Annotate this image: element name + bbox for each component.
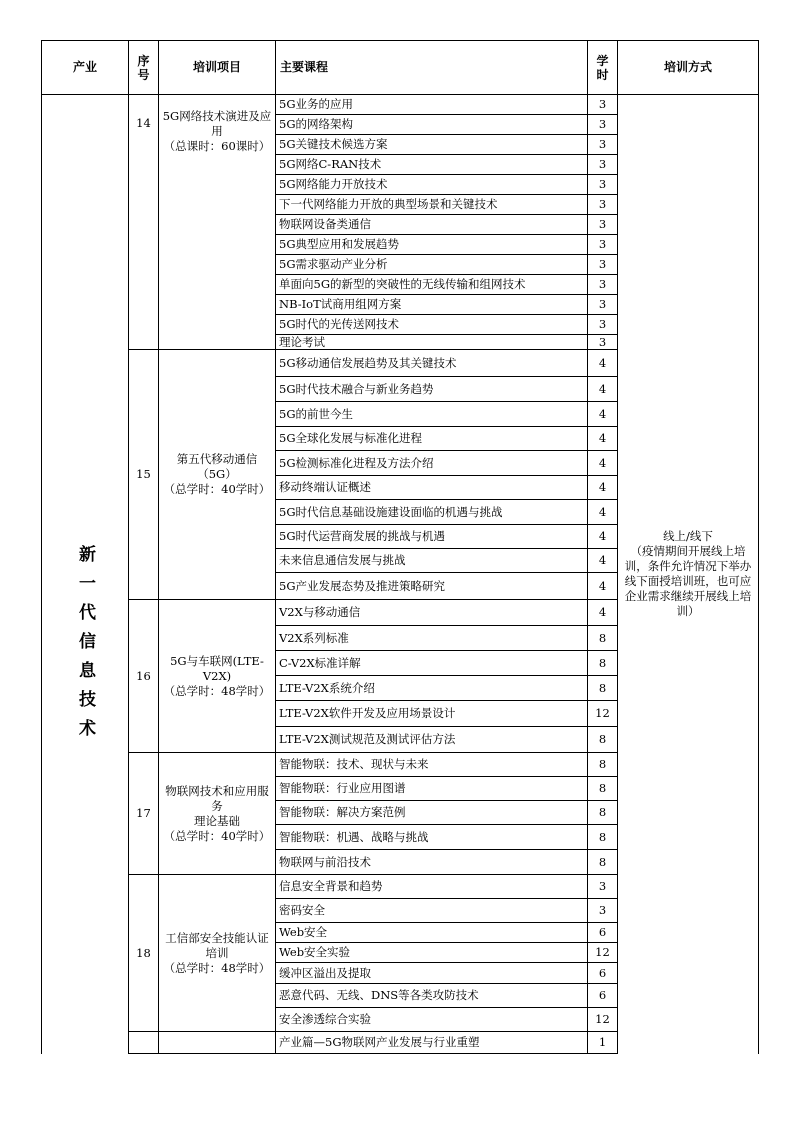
- project-line: 5G与车联网(LTE-V2X): [170, 653, 264, 683]
- course-hours: 3: [588, 115, 618, 135]
- course-name: 5G典型应用和发展趋势: [276, 235, 588, 255]
- course-name: 物联网设备类通信: [276, 215, 588, 235]
- course-name: 5G时代运营商发展的挑战与机遇: [276, 525, 588, 549]
- course-name: 5G检测标准化进程及方法介绍: [276, 451, 588, 476]
- course-name: 智能物联：行业应用图谱: [276, 777, 588, 801]
- header-seq: 序号: [129, 41, 159, 95]
- course-name: 5G关键技术候选方案: [276, 135, 588, 155]
- course-hours: 12: [588, 701, 618, 727]
- course-name: 5G网络C-RAN技术: [276, 155, 588, 175]
- course-name: LTE-V2X系统介绍: [276, 676, 588, 701]
- course-name: NB-IoT试商用组网方案: [276, 295, 588, 315]
- course-hours: 1: [588, 1032, 618, 1054]
- course-name: 5G时代技术融合与新业务趋势: [276, 377, 588, 402]
- course-name: 下一代网络能力开放的典型场景和关键技术: [276, 195, 588, 215]
- course-hours: 4: [588, 402, 618, 427]
- course-hours: 4: [588, 549, 618, 573]
- course-name: V2X与移动通信: [276, 600, 588, 626]
- group-seq: 14: [129, 95, 159, 350]
- course-hours: 3: [588, 235, 618, 255]
- course-name: 智能物联：解决方案范例: [276, 801, 588, 825]
- course-hours: 3: [588, 875, 618, 899]
- course-hours: 3: [588, 215, 618, 235]
- project-line: 5G网络技术演进及应用: [162, 109, 272, 138]
- group-seq: 16: [129, 600, 159, 753]
- group-seq: [129, 1032, 159, 1054]
- course-name: 5G需求驱动产业分析: [276, 255, 588, 275]
- header-method: 培训方式: [618, 41, 759, 95]
- course-name: 5G的网络架构: [276, 115, 588, 135]
- course-name: 物联网与前沿技术: [276, 850, 588, 875]
- course-hours: 8: [588, 825, 618, 850]
- project-line: （总学时：48学时）: [163, 960, 271, 975]
- project-line: 理论基础: [194, 813, 240, 828]
- project-line: （总学时：40学时）: [163, 482, 271, 496]
- table-row: [42, 95, 759, 115]
- course-name: 单面向5G的新型的突破性的无线传输和组网技术: [276, 275, 588, 295]
- course-hours: 12: [588, 1008, 618, 1032]
- course-name: LTE-V2X测试规范及测试评估方法: [276, 727, 588, 753]
- course-hours: 8: [588, 626, 618, 651]
- course-hours: 4: [588, 427, 618, 451]
- course-hours: 6: [588, 963, 618, 984]
- table-body: [42, 95, 759, 1054]
- course-name: V2X系列标准: [276, 626, 588, 651]
- group-project: [159, 753, 276, 875]
- course-name: 5G产业发展态势及推进策略研究: [276, 573, 588, 600]
- course-name: 密码安全: [276, 899, 588, 923]
- course-name: 信息安全背景和趋势: [276, 875, 588, 899]
- industry-cell: [42, 95, 129, 1054]
- course-hours: 4: [588, 451, 618, 476]
- course-hours: 3: [588, 315, 618, 335]
- course-hours: 3: [588, 335, 618, 350]
- group-seq: 15: [129, 350, 159, 600]
- course-hours: 4: [588, 476, 618, 500]
- method-cell: [618, 95, 759, 1054]
- course-hours: 8: [588, 676, 618, 701]
- course-name: Web安全实验: [276, 943, 588, 963]
- group-project: [159, 350, 276, 600]
- header-project: 培训项目: [159, 41, 276, 95]
- course-name: 5G网络能力开放技术: [276, 175, 588, 195]
- course-hours: 8: [588, 850, 618, 875]
- course-name: 理论考试: [276, 335, 588, 350]
- course-name: 5G的前世今生: [276, 402, 588, 427]
- course-hours: 3: [588, 295, 618, 315]
- group-project: [159, 95, 276, 350]
- course-hours: 8: [588, 801, 618, 825]
- course-name: 移动终端认证概述: [276, 476, 588, 500]
- course-name: LTE-V2X软件开发及应用场景设计: [276, 701, 588, 727]
- course-hours: 4: [588, 525, 618, 549]
- group-project: [159, 875, 276, 1032]
- group-seq: 17: [129, 753, 159, 875]
- method-line1: 线上/线下: [663, 529, 713, 544]
- course-name: 5G时代信息基础设施建设面临的机遇与挑战: [276, 500, 588, 525]
- course-name: 智能物联：机遇、战略与挑战: [276, 825, 588, 850]
- course-hours: 3: [588, 155, 618, 175]
- course-hours: 12: [588, 943, 618, 963]
- course-name: 产业篇—5G物联网产业发展与行业重塑: [276, 1032, 588, 1054]
- course-hours: 6: [588, 923, 618, 943]
- training-table: [41, 40, 759, 1054]
- project-line: 物联网技术和应用服务: [165, 783, 269, 813]
- course-name: 缓冲区溢出及提取: [276, 963, 588, 984]
- course-name: 5G移动通信发展趋势及其关键技术: [276, 350, 588, 377]
- course-hours: 8: [588, 727, 618, 753]
- course-name: 5G时代的光传送网技术: [276, 315, 588, 335]
- course-hours: 6: [588, 984, 618, 1008]
- course-name: 智能物联：技术、现状与未来: [276, 753, 588, 777]
- project-line: （总学时：48学时）: [163, 683, 271, 698]
- project-line: 第五代移动通信（5G）: [176, 452, 258, 481]
- course-hours: 3: [588, 195, 618, 215]
- group-project: [159, 600, 276, 753]
- course-name: 未来信息通信发展与挑战: [276, 549, 588, 573]
- header-course: 主要课程: [276, 41, 588, 95]
- industry-name: 新一代信息技术: [75, 545, 95, 748]
- course-hours: 8: [588, 651, 618, 676]
- course-hours: 4: [588, 350, 618, 377]
- course-hours: 3: [588, 135, 618, 155]
- project-line: （总学时：40学时）: [163, 828, 271, 843]
- course-hours: 4: [588, 377, 618, 402]
- group-project: [159, 1032, 276, 1054]
- course-name: Web安全: [276, 923, 588, 943]
- course-name: C-V2X标准详解: [276, 651, 588, 676]
- header-hours: 学时: [588, 41, 618, 95]
- group-seq: 18: [129, 875, 159, 1032]
- method-line2: （疫情期间开展线上培训，条件允许情况下举办线下面授培训班，也可应企业需求继续开展线上培训）: [624, 544, 752, 619]
- project-line: （总课时：60课时）: [163, 139, 271, 153]
- course-hours: 8: [588, 753, 618, 777]
- course-hours: 8: [588, 777, 618, 801]
- course-name: 5G全球化发展与标准化进程: [276, 427, 588, 451]
- project-line: 工信部安全技能认证培训: [165, 930, 269, 960]
- course-name: 安全渗透综合实验: [276, 1008, 588, 1032]
- course-name: 5G业务的应用: [276, 95, 588, 115]
- course-hours: 3: [588, 175, 618, 195]
- course-hours: 4: [588, 600, 618, 626]
- course-hours: 3: [588, 899, 618, 923]
- course-name: 恶意代码、无线、DNS等各类攻防技术: [276, 984, 588, 1008]
- course-hours: 3: [588, 275, 618, 295]
- header-industry: 产业: [42, 41, 129, 95]
- course-hours: 3: [588, 255, 618, 275]
- course-hours: 4: [588, 500, 618, 525]
- header-row: [42, 41, 759, 95]
- course-hours: 3: [588, 95, 618, 115]
- course-hours: 4: [588, 573, 618, 600]
